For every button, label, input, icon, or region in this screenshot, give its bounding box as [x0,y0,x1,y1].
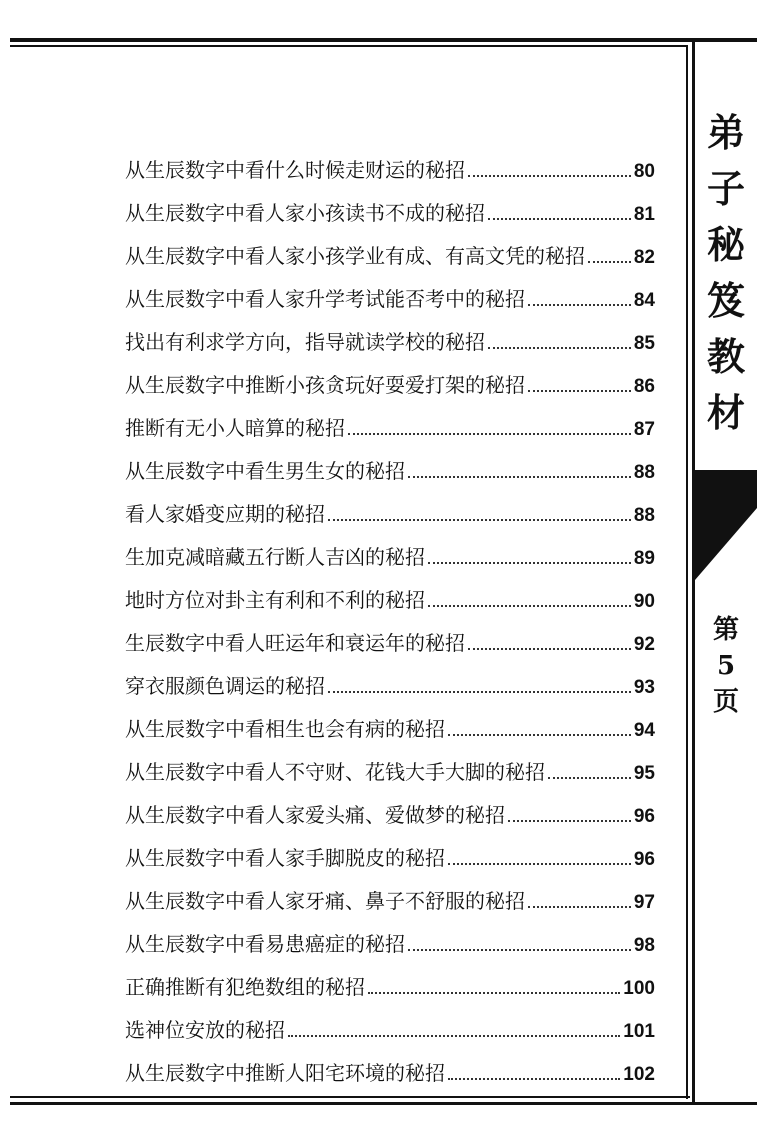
toc-entry-page: 84 [633,290,655,311]
toc-entry[interactable] [125,527,655,570]
toc-entry-title: 从生辰数字中推断人阳宅环境的秘招 [125,1061,445,1085]
toc-entry-title: 正确推断有犯绝数组的秘招 [125,975,365,999]
toc-entry[interactable] [125,355,655,398]
toc-entry-title: 从生辰数字中看人不守财、花钱大手大脚的秘招 [125,760,545,784]
toc-entry-title: 从生辰数字中看人家小孩读书不成的秘招 [125,201,485,225]
toc-entry-title: 生辰数字中看人旺运年和衰运年的秘招 [125,631,465,655]
toc-leader-dots [328,519,631,521]
side-title-char: 秘 [706,222,745,267]
toc-entry-page: 96 [633,849,655,870]
toc-leader-dots [368,992,620,994]
bottom-rule-thick [10,1102,757,1105]
toc-entry-title: 从生辰数字中看人家爱头痛、爱做梦的秘招 [125,803,505,827]
toc-entry[interactable] [125,656,655,699]
toc-entry-page: 101 [623,1021,655,1042]
toc-entry[interactable] [125,570,655,613]
toc-entry-page: 89 [633,548,655,569]
toc-entry[interactable] [125,484,655,527]
toc-leader-dots [408,949,631,951]
toc-entry-page: 93 [633,677,655,698]
toc-entry[interactable] [125,1043,655,1086]
toc-entry-title: 从生辰数字中看相生也会有病的秘招 [125,717,445,741]
toc-entry-title: 推断有无小人暗算的秘招 [125,416,345,440]
bottom-rule-thin [10,1096,690,1098]
top-rule-thick [10,38,757,42]
toc-entry[interactable] [125,871,655,914]
toc-entry[interactable] [125,699,655,742]
toc-entry-title: 穿衣服颜色调运的秘招 [125,674,325,698]
page-number-char: 第 [712,615,739,645]
toc-entry-page: 80 [633,161,655,182]
page-number-label [698,612,754,720]
toc-entry[interactable] [125,957,655,1000]
side-title [698,105,754,441]
toc-leader-dots [488,218,631,220]
toc-entry-page: 98 [633,935,655,956]
toc-entry-page: 94 [633,720,655,741]
toc-leader-dots [548,777,631,779]
toc-entry[interactable] [125,183,655,226]
toc-entry[interactable] [125,441,655,484]
toc-entry-page: 96 [633,806,655,827]
toc-entry-title: 看人家婚变应期的秘招 [125,502,325,526]
toc-leader-dots [348,433,631,435]
table-of-contents [125,140,655,1086]
side-title-char: 教 [706,334,745,379]
toc-entry[interactable] [125,828,655,871]
toc-entry-page: 82 [633,247,655,268]
side-title-char: 子 [706,166,745,211]
toc-entry-page: 95 [633,763,655,784]
toc-leader-dots [428,562,631,564]
toc-entry[interactable] [125,140,655,183]
toc-entry-title: 从生辰数字中看人家手脚脱皮的秘招 [125,846,445,870]
toc-entry[interactable] [125,613,655,656]
side-title-char: 笈 [706,278,745,323]
toc-leader-dots [528,304,631,306]
toc-entry-title: 生加克减暗藏五行断人吉凶的秘招 [125,545,425,569]
toc-entry-page: 100 [623,978,655,999]
toc-entry-title: 选神位安放的秘招 [125,1018,285,1042]
toc-entry-title: 从生辰数字中看什么时候走财运的秘招 [125,158,465,182]
toc-leader-dots [468,648,631,650]
toc-leader-dots [448,734,631,736]
toc-entry-title: 地时方位对卦主有利和不利的秘招 [125,588,425,612]
toc-leader-dots [468,175,631,177]
toc-entry-title: 从生辰数字中看生男生女的秘招 [125,459,405,483]
toc-leader-dots [328,691,631,693]
toc-entry[interactable] [125,226,655,269]
toc-entry-page: 90 [633,591,655,612]
toc-entry-page: 81 [633,204,655,225]
toc-entry[interactable] [125,269,655,312]
toc-entry[interactable] [125,742,655,785]
toc-leader-dots [488,347,631,349]
toc-entry-title: 从生辰数字中看人家牙痛、鼻子不舒服的秘招 [125,889,525,913]
toc-entry-page: 87 [633,419,655,440]
toc-entry-title: 从生辰数字中看易患癌症的秘招 [125,932,405,956]
toc-entry[interactable] [125,914,655,957]
toc-entry-title: 从生辰数字中推断小孩贪玩好耍爱打架的秘招 [125,373,525,397]
toc-leader-dots [508,820,631,822]
toc-leader-dots [408,476,631,478]
side-title-char: 弟 [706,110,745,155]
page-number-char: 5 [716,651,736,681]
top-rule-thin [10,45,688,47]
toc-entry-title: 找出有利求学方向，指导就读学校的秘招 [125,330,485,354]
toc-leader-dots [288,1035,620,1037]
toc-entry-page: 85 [633,333,655,354]
toc-entry[interactable] [125,398,655,441]
toc-entry-page: 88 [633,462,655,483]
toc-leader-dots [428,605,631,607]
toc-leader-dots [528,390,631,392]
toc-entry[interactable] [125,1000,655,1043]
toc-entry-page: 97 [633,892,655,913]
toc-entry-title: 从生辰数字中看人家小孩学业有成、有高文凭的秘招 [125,244,585,268]
side-title-char: 材 [706,390,745,435]
toc-leader-dots [448,863,631,865]
toc-leader-dots [588,261,631,263]
toc-entry[interactable] [125,312,655,355]
toc-entry-page: 86 [633,376,655,397]
side-decorative-band [695,470,757,580]
toc-leader-dots [528,906,631,908]
toc-entry-page: 92 [633,634,655,655]
page-number-char: 页 [712,687,739,717]
toc-entry[interactable] [125,785,655,828]
side-divider-inner [686,45,688,1099]
toc-entry-page: 102 [623,1064,655,1085]
toc-entry-title: 从生辰数字中看人家升学考试能否考中的秘招 [125,287,525,311]
toc-entry-page: 88 [633,505,655,526]
toc-leader-dots [448,1078,620,1080]
